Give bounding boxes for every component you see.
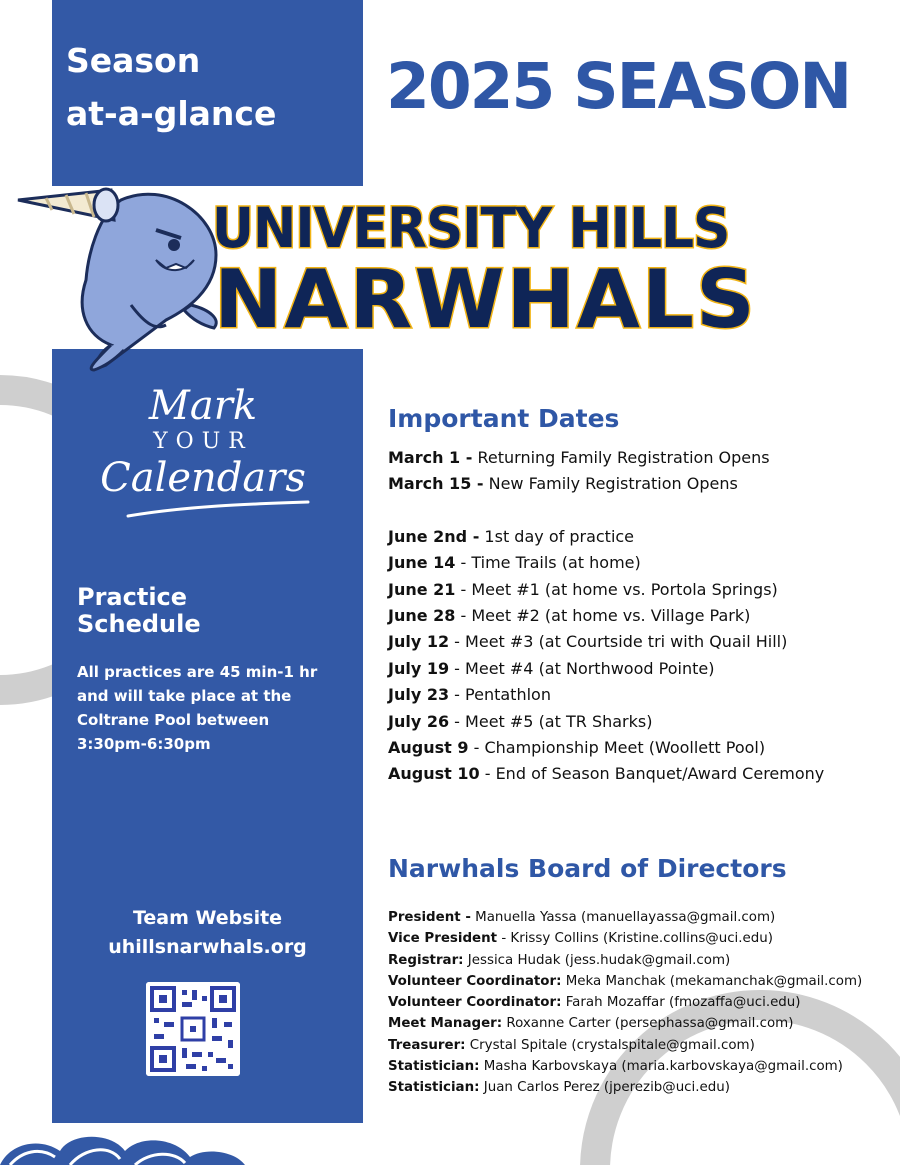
list-item: August 10 - End of Season Banquet/Award Ceremony [388,764,825,784]
season-at-a-glance-heading: Season at-a-glance [66,41,277,133]
qr-code-icon[interactable] [146,982,240,1076]
list-item: Meet Manager: Roxanne Carter (persephassa@gmail.com) [388,1016,794,1032]
list-item: July 19 - Meet #4 (at Northwood Pointe) [388,658,715,678]
team-website-label: Team Website [132,907,283,929]
list-item: Treasurer: Crystal Spitale (crystalspitale@gmail.com) [388,1037,755,1053]
list-item: Registrar: Jessica Hudak (jess.hudak@gmail.com) [388,952,731,968]
list-item: July 12 - Meet #3 (at Courtside tri with Quail Hill) [388,632,788,652]
board-members-list [388,907,898,1099]
list-item: Volunteer Coordinator: Farah Mozaffar (fmozaffa@uci.edu) [388,995,801,1011]
mark-your-calendars-lettering: Mark YOUR Calendars [78,384,328,534]
board-of-directors-heading: Narwhals Board of Directors [388,854,787,883]
list-item: Volunteer Coordinator: Meka Manchak (mekamanchak@gmail.com) [388,973,863,989]
season-title: 2025 SEASON [386,50,851,123]
list-item: June 28 - Meet #2 (at home vs. Village Park) [388,605,751,625]
wave-icon [0,1125,260,1165]
list-item: Statistician: Juan Carlos Perez (jperezib@uci.edu) [388,1080,730,1096]
team-website-link[interactable]: uhillsnarwhals.org [108,936,307,958]
list-item: June 2nd - 1st day of practice [388,526,635,546]
list-item: March 15 - New Family Registration Opens [388,474,738,494]
team-name-line2: NARWHALS [214,253,757,346]
list-item: June 21 - Meet #1 (at home vs. Portola Springs) [388,579,778,599]
narwhal-mascot-icon [16,160,226,375]
practice-schedule-text: All practices are 45 min-1 hr and will take place at the Coltrane Pool between 3:30pm-6:30pm [77,663,318,753]
important-dates-list [388,445,888,788]
practice-schedule-heading: Practice Schedule [77,583,201,638]
important-dates-heading: Important Dates [388,404,620,433]
list-item: Vice President - Krissy Collins (Kristine.collins@uci.edu) [388,931,773,947]
team-website [52,904,363,962]
list-item: President - Manuella Yassa (manuellayassa@gmail.com) [388,910,776,925]
list-item: July 26 - Meet #5 (at TR Sharks) [388,711,653,731]
list-item: June 14 - Time Trails (at home) [388,553,641,573]
team-name-line1: UNIVERSITY HILLS [212,196,730,260]
list-item: March 1 - Returning Family Registration Opens [388,448,770,467]
list-item: August 9 - Championship Meet (Woollett Pool) [388,737,766,757]
list-item: Statistician: Masha Karbovskaya (maria.karbovskaya@gmail.com) [388,1059,843,1075]
list-item: July 23 - Pentathlon [388,685,551,705]
